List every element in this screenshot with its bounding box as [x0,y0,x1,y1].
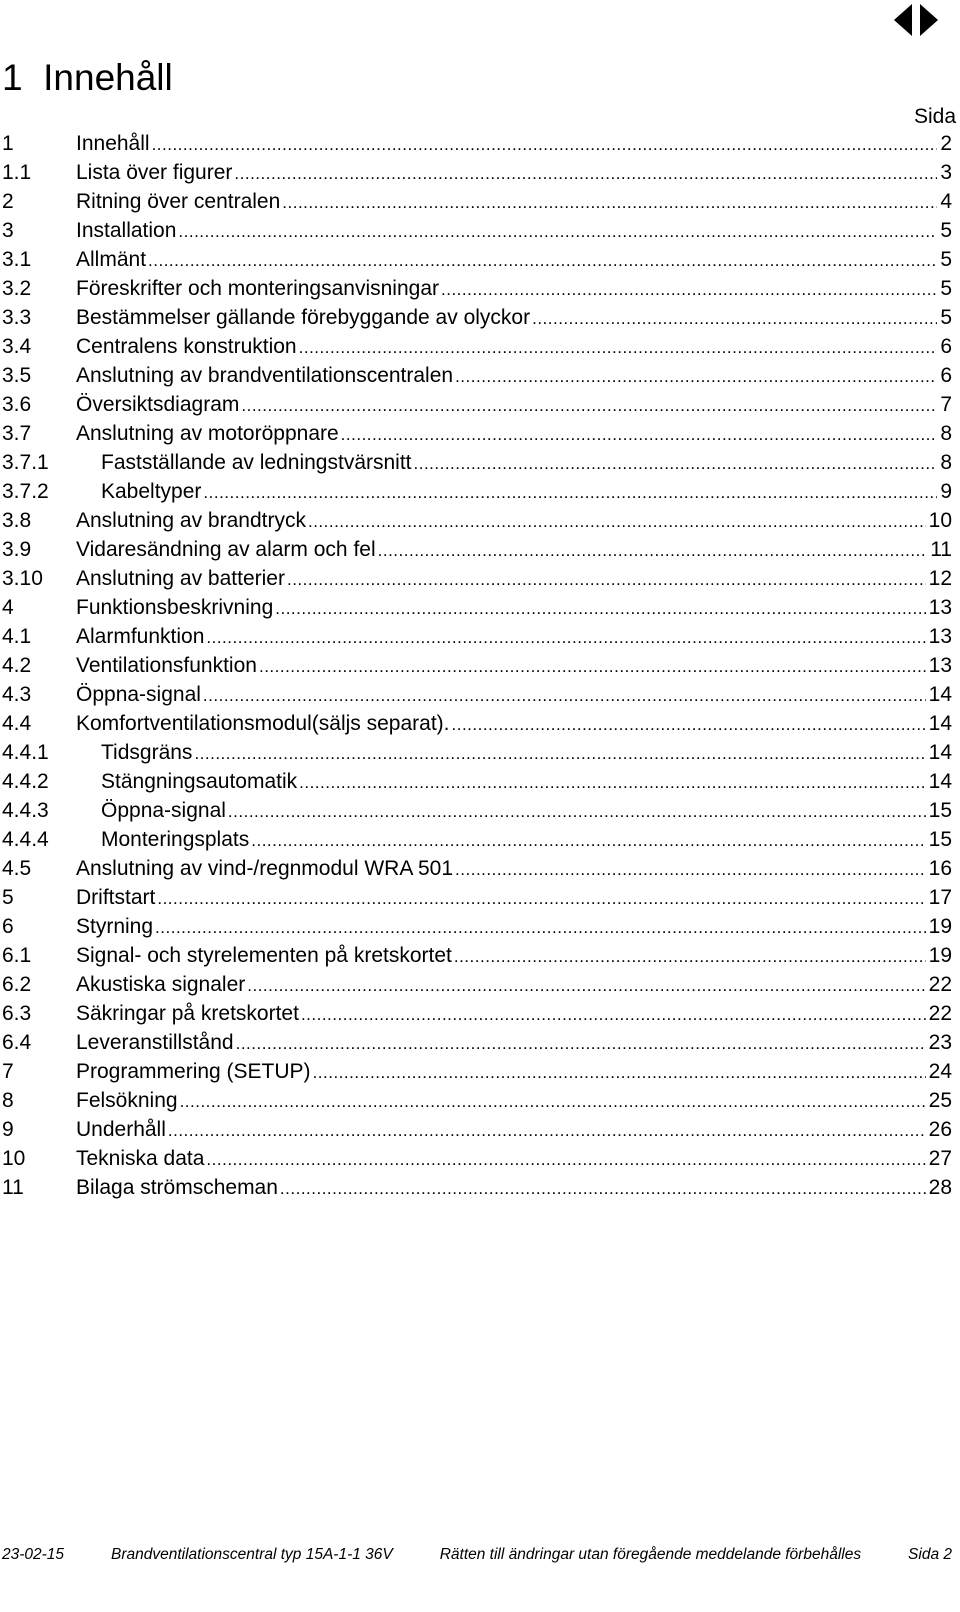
toc-entry-title[interactable]: Monteringsplats [101,828,250,851]
toc-entry-number: 4.4.3 [2,799,49,822]
toc-entry[interactable] [2,1086,952,1115]
toc-entry-page[interactable]: 6 [940,335,952,358]
toc-entry-page[interactable]: 28 [928,1176,952,1199]
toc-entry-page[interactable]: 12 [928,567,952,590]
toc-dot-leader [180,1087,926,1116]
toc-entry[interactable] [2,187,952,216]
toc-entry[interactable] [2,477,952,506]
toc-entry[interactable] [2,535,952,564]
page-title-number: 1 [2,57,23,98]
toc-entry-title[interactable]: Funktionsbeskrivning [76,596,274,619]
toc-dot-leader [441,275,937,304]
toc-entry-number: 3.7.2 [2,480,49,503]
toc-entry[interactable] [2,506,952,535]
double-arrow-logo-icon [894,2,938,38]
toc-entry[interactable] [2,419,952,448]
page-title-text: Innehåll [43,57,173,98]
toc-entry-number: 4.5 [2,857,32,880]
toc-entry[interactable] [2,129,952,158]
toc-dot-leader [178,217,937,246]
toc-entry-page[interactable]: 13 [928,625,952,648]
toc-entry-page[interactable]: 24 [928,1060,952,1083]
toc-entry[interactable] [2,274,952,303]
toc-entry-title[interactable]: Programmering (SETUP) [76,1060,311,1083]
toc-entry-number: 4.3 [2,683,32,706]
toc-entry-number: 5 [2,886,14,909]
toc-entry[interactable] [2,332,952,361]
toc-entry-page[interactable]: 15 [928,828,952,851]
toc-entry[interactable] [2,709,952,738]
toc-entry-page[interactable]: 11 [930,538,952,561]
toc-entry[interactable] [2,245,952,274]
toc-entry[interactable] [2,361,952,390]
toc-dot-leader [155,913,926,942]
toc-entry-page[interactable]: 13 [928,596,952,619]
toc-entry-title[interactable]: Signal- och styrelementen på kretskortet [76,944,452,967]
toc-entry-title[interactable]: Underhåll [76,1118,166,1141]
toc-entry-number: 3.8 [2,509,32,532]
toc-entry[interactable] [2,941,952,970]
toc-dot-leader [247,971,925,1000]
toc-dot-leader [194,739,925,768]
page-title [2,56,173,100]
toc-entry-number: 8 [2,1089,14,1112]
toc-entry-page[interactable]: 10 [928,509,952,532]
toc-entry-page[interactable]: 22 [928,973,952,996]
toc-dot-leader [313,1058,926,1087]
toc-entry-page[interactable]: 26 [928,1118,952,1141]
toc-entry-title[interactable]: Ventilationsfunktion [76,654,257,677]
toc-entry-number: 6.4 [2,1031,32,1054]
toc-entry[interactable] [2,303,952,332]
toc-dot-leader [241,391,937,420]
toc-dot-leader [301,1000,926,1029]
toc-entry-title[interactable]: Vidaresändning av alarm och fel [76,538,376,561]
toc-dot-leader [148,246,937,275]
toc-dot-leader [234,159,937,188]
toc-entry-title[interactable]: Öppna-signal [76,683,201,706]
toc-entry-title[interactable]: Anslutning av brandtryck [76,509,306,532]
toc-entry[interactable] [2,825,952,854]
footer-page-number: Sida 2 [908,1546,952,1563]
toc-dot-leader [152,130,938,159]
toc-entry-number: 3.3 [2,306,32,329]
toc-entry-page[interactable]: 13 [928,654,952,677]
toc-dot-leader [228,797,926,826]
toc-entry-number: 1 [2,132,14,155]
toc-entry-title[interactable]: Komfortventilationsmodul(säljs separat). [76,712,450,735]
toc-entry-number: 3 [2,219,14,242]
toc-entry-number: 4.4.2 [2,770,49,793]
toc-entry-page[interactable]: 17 [928,886,952,909]
toc-entry-title[interactable]: Anslutning av motoröppnare [76,422,339,445]
toc-entry-number: 3.2 [2,277,32,300]
toc-entry-title[interactable]: Felsökning [76,1089,178,1112]
toc-entry-title[interactable]: Akustiska signaler [76,973,246,996]
toc-entry-page[interactable]: 2 [940,132,952,155]
toc-entry-title[interactable]: Bestämmelser gällande förebyggande av olyckor [76,306,531,329]
toc-entry-title[interactable]: Centralens konstruktion [76,335,297,358]
toc-entry-number: 3.10 [2,567,43,590]
footer-disclaimer: Rätten till ändringar utan föregående meddelande förbehålles [439,1546,862,1563]
toc-dot-leader [275,594,925,623]
toc-entry-page[interactable]: 16 [928,857,952,880]
toc-dot-leader [378,536,928,565]
toc-entry-page[interactable]: 23 [928,1031,952,1054]
toc-entry-title[interactable]: Säkringar på kretskortet [76,1002,299,1025]
toc-dot-leader [206,623,925,652]
toc-dot-leader [341,420,938,449]
toc-entry-title[interactable]: Alarmfunktion [76,625,205,648]
toc-entry[interactable] [2,999,952,1028]
toc-entry-number: 4.1 [2,625,32,648]
toc-entry[interactable] [2,796,952,825]
toc-dot-leader [455,855,926,884]
toc-dot-leader [308,507,926,536]
toc-dot-leader [455,362,937,391]
toc-entry-page[interactable]: 14 [928,683,952,706]
toc-entry-page[interactable]: 5 [940,219,952,242]
toc-entry-title[interactable]: Anslutning av brandventilationscentralen [76,364,454,387]
toc-entry-title[interactable]: Öppna-signal [101,799,226,822]
toc-entry[interactable] [2,970,952,999]
toc-entry-page[interactable]: 14 [928,712,952,735]
toc-entry-number: 7 [2,1060,14,1083]
toc-entry[interactable] [2,1115,952,1144]
toc-entry[interactable] [2,216,952,245]
toc-entry-number: 4.4.1 [2,741,49,764]
toc-entry-title[interactable]: Tidsgräns [101,741,193,764]
toc-dot-leader [299,333,938,362]
toc-entry[interactable] [2,680,952,709]
toc-entry-page[interactable]: 25 [928,1089,952,1112]
toc-entry-page[interactable]: 5 [940,248,952,271]
toc-entry-number: 1.1 [2,161,32,184]
toc-entry-number: 6.2 [2,973,32,996]
toc-entry[interactable] [2,1144,952,1173]
toc-entry-number: 6.1 [2,944,32,967]
toc-entry-page[interactable]: 14 [928,770,952,793]
toc-entry-page[interactable]: 19 [928,944,952,967]
toc-entry-title[interactable]: Fastställande av ledningstvärsnitt [101,451,412,474]
table-of-contents [2,129,952,1202]
toc-entry[interactable] [2,651,952,680]
toc-entry-number: 3.9 [2,538,32,561]
toc-dot-leader [259,652,926,681]
toc-entry-title[interactable]: Allmänt [76,248,147,271]
footer-product: Brandventilationscentral typ 15A-1-1 36V [111,1546,393,1563]
toc-entry-number: 11 [2,1176,24,1199]
toc-entry-number: 3.1 [2,248,32,271]
toc-entry-page[interactable]: 3 [940,161,952,184]
toc-entry-title[interactable]: Anslutning av vind-/regnmodul WRA 501 [76,857,454,880]
toc-entry-title[interactable]: Anslutning av batterier [76,567,285,590]
toc-entry-number: 10 [2,1147,26,1170]
toc-dot-leader [203,681,926,710]
toc-entry-number: 4.2 [2,654,32,677]
toc-dot-leader [206,1145,925,1174]
toc-entry-number: 3.6 [2,393,32,416]
toc-entry-page[interactable]: 6 [940,364,952,387]
toc-dot-leader [287,565,926,594]
toc-entry-number: 3.4 [2,335,32,358]
toc-entry-number: 4.4.4 [2,828,49,851]
toc-entry-page[interactable]: 27 [928,1147,952,1170]
toc-dot-leader [452,710,926,739]
toc-entry[interactable] [2,912,952,941]
toc-dot-leader [236,1029,926,1058]
toc-dot-leader [168,1116,926,1145]
toc-entry-title[interactable]: Innehåll [76,132,150,155]
toc-entry-page[interactable]: 19 [928,915,952,938]
page-footer [2,1546,952,1564]
toc-entry-title[interactable]: Översiktsdiagram [76,393,240,416]
toc-entry-number: 4 [2,596,14,619]
toc-dot-leader [299,768,926,797]
toc-entry-title[interactable]: Styrning [76,915,154,938]
toc-entry[interactable] [2,448,952,477]
toc-dot-leader [157,884,925,913]
toc-dot-leader [282,188,937,217]
toc-entry[interactable] [2,738,952,767]
toc-entry[interactable] [2,1057,952,1086]
toc-entry[interactable] [2,564,952,593]
toc-entry-title[interactable]: Föreskrifter och monteringsanvisningar [76,277,439,300]
toc-entry[interactable] [2,390,952,419]
toc-entry-page[interactable]: 15 [928,799,952,822]
toc-entry[interactable] [2,883,952,912]
toc-entry-title[interactable]: Lista över figurer [76,161,233,184]
toc-entry-number: 3.7.1 [2,451,49,474]
toc-dot-leader [203,478,937,507]
toc-entry-title[interactable]: Ritning över centralen [76,190,281,213]
toc-entry[interactable] [2,622,952,651]
toc-entry-number: 9 [2,1118,14,1141]
toc-entry[interactable] [2,767,952,796]
toc-entry-title[interactable]: Driftstart [76,886,156,909]
toc-entry-page[interactable]: 7 [940,393,952,416]
toc-entry-page[interactable]: 22 [928,1002,952,1025]
toc-entry-number: 6.3 [2,1002,32,1025]
toc-dot-leader [454,942,926,971]
toc-entry-title[interactable]: Kabeltyper [101,480,202,503]
toc-entry-number: 3.7 [2,422,32,445]
toc-dot-leader [532,304,937,333]
toc-entry-page[interactable]: 5 [940,277,952,300]
toc-entry-number: 4.4 [2,712,32,735]
toc-entry[interactable] [2,1028,952,1057]
toc-entry[interactable] [2,1173,952,1202]
toc-entry-title[interactable]: Tekniska data [76,1147,205,1170]
toc-entry-title[interactable]: Leveranstillstånd [76,1031,234,1054]
footer-date: 23-02-15 [2,1546,65,1563]
toc-entry-title[interactable]: Bilaga strömscheman [76,1176,278,1199]
toc-entry-title[interactable]: Stängningsautomatik [101,770,298,793]
toc-entry-number: 2 [2,190,14,213]
toc-entry-number: 3.5 [2,364,32,387]
toc-dot-leader [414,449,938,478]
page-column-label: Sida [913,105,956,128]
toc-entry-page[interactable]: 8 [940,422,952,445]
toc-entry-title[interactable]: Installation [76,219,177,242]
toc-entry-page[interactable]: 9 [940,480,952,503]
toc-entry-page[interactable]: 4 [940,190,952,213]
toc-entry-page[interactable]: 8 [940,451,952,474]
toc-entry[interactable] [2,854,952,883]
toc-entry-page[interactable]: 5 [940,306,952,329]
toc-entry-page[interactable]: 14 [928,741,952,764]
toc-dot-leader [251,826,925,855]
toc-entry[interactable] [2,593,952,622]
toc-entry-number: 6 [2,915,14,938]
toc-entry[interactable] [2,158,952,187]
toc-dot-leader [280,1174,926,1203]
